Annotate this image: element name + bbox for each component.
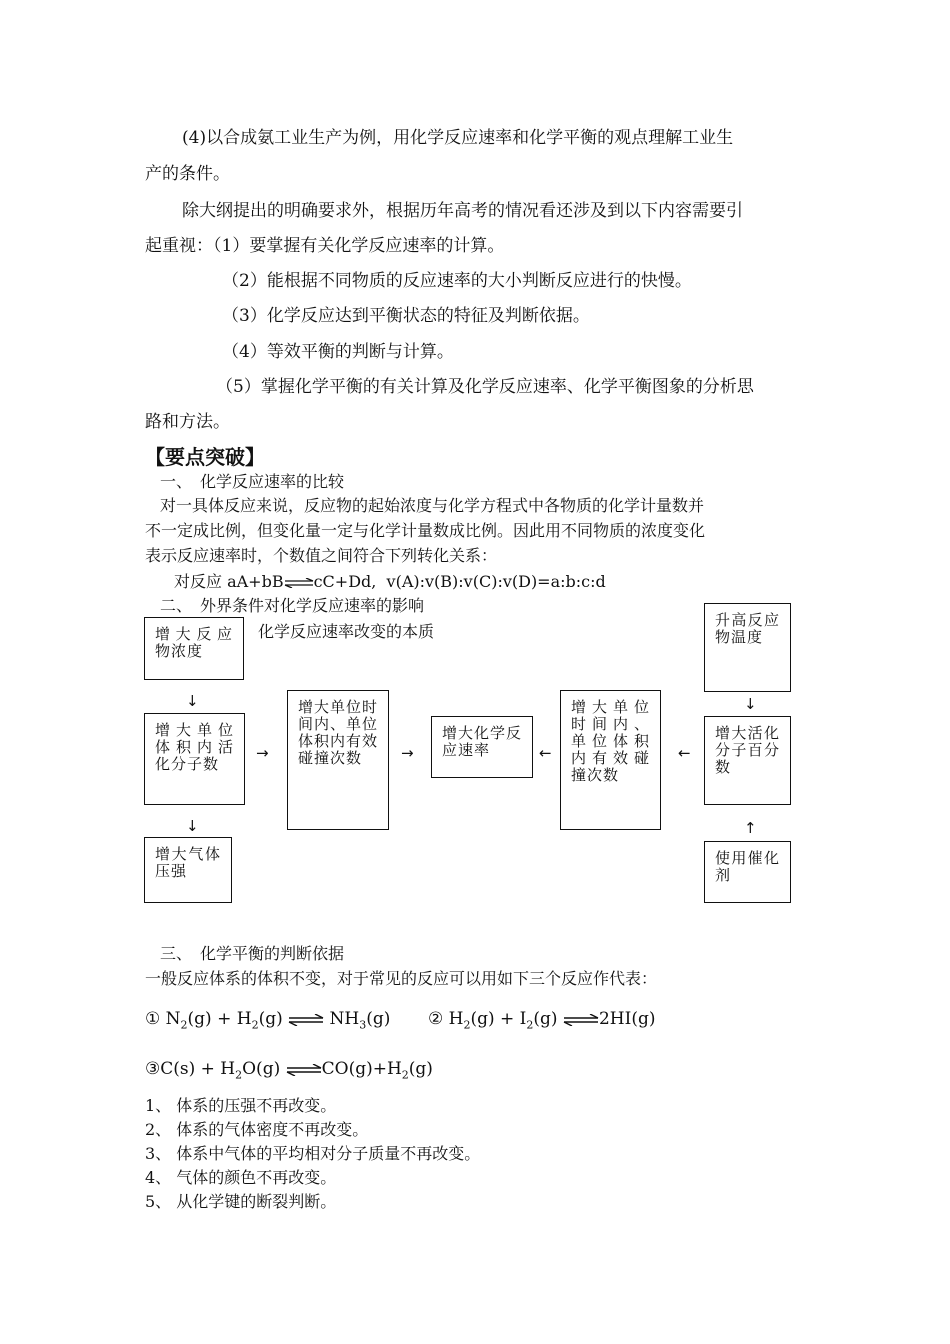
eq3-part: C(s) + H bbox=[160, 1059, 236, 1079]
s3-intro: 一般反应体系的体积不变，对于常见的反应可以用如下三个反应作代表： bbox=[145, 969, 658, 988]
box-activated-molecules-per-volume-text: 增大单位体积内活化分子数 bbox=[155, 721, 234, 773]
eq1-part: NH bbox=[329, 1009, 360, 1029]
criterion-item: 5、 从化学键的断裂判断。 bbox=[145, 1192, 337, 1211]
eq1-part: (g) bbox=[366, 1009, 391, 1029]
eq2-sub: 2 bbox=[526, 1018, 534, 1032]
intro-line-5: （2）能根据不同物质的反应速率的大小判断反应进行的快慢。 bbox=[222, 271, 692, 291]
equation-2 bbox=[428, 1008, 655, 1036]
equilibrium-arrow-icon bbox=[286, 1064, 322, 1076]
s2-caption: 化学反应速率改变的本质 bbox=[258, 622, 435, 641]
eq1-part: (g) bbox=[258, 1009, 283, 1029]
box-activated-molecules-per-volume bbox=[144, 713, 245, 805]
criterion-item: 2、 体系的气体密度不再改变。 bbox=[145, 1120, 369, 1139]
eq3-part: CO(g)+H bbox=[321, 1059, 402, 1079]
eq2-part: 2HI(g) bbox=[598, 1009, 656, 1029]
intro-line-2: 产的条件。 bbox=[145, 164, 230, 184]
eq3-part: (g) bbox=[408, 1059, 433, 1079]
arrow-left-icon: ← bbox=[539, 744, 552, 762]
eq3-sub: 2 bbox=[401, 1068, 409, 1082]
box-increase-pressure bbox=[144, 837, 232, 903]
eq3-sub: 2 bbox=[235, 1068, 243, 1082]
box-use-catalyst-text: 使用催化剂 bbox=[715, 849, 780, 884]
section-heading: 【要点突破】 bbox=[145, 445, 265, 469]
intro-line-1: (4)以合成氨工业生产为例，用化学反应速率和化学平衡的观点理解工业生 bbox=[182, 128, 734, 148]
box-activated-molecule-percentage bbox=[704, 716, 791, 805]
intro-line-7: （4）等效平衡的判断与计算。 bbox=[222, 342, 454, 362]
box-increase-concentration-text: 增大反应物浓度 bbox=[155, 625, 233, 660]
box-increase-reaction-rate bbox=[431, 716, 533, 778]
arrow-left-icon: ← bbox=[678, 744, 691, 762]
intro-line-3: 除大纲提出的明确要求外，根据历年高考的情况看还涉及到以下内容需要引 bbox=[182, 201, 743, 221]
equilibrium-arrow-icon bbox=[288, 1014, 324, 1026]
intro-line-6: （3）化学反应达到平衡状态的特征及判断依据。 bbox=[222, 306, 590, 326]
s1-para-3: 表示反应速率时，个数值之间符合下列转化关系： bbox=[145, 546, 498, 565]
s2-title: 二、 外界条件对化学反应速率的影响 bbox=[160, 596, 425, 615]
intro-line-4 bbox=[145, 235, 504, 257]
intro-line-8: （5）掌握化学平衡的有关计算及化学反应速率、化学平衡图象的分析思 bbox=[216, 377, 754, 397]
box-increase-concentration bbox=[144, 617, 244, 680]
arrow-right-icon: → bbox=[401, 744, 414, 762]
eq1-sub: 2 bbox=[251, 1018, 259, 1032]
s1-relation-b: cC+Dd, bbox=[313, 572, 377, 591]
equation-3 bbox=[145, 1058, 433, 1086]
box-effective-collisions-left-text: 增大单位时间内、单位体积内有效碰撞次数 bbox=[298, 698, 379, 767]
box-raise-temperature-text: 升高反应物温度 bbox=[715, 611, 780, 646]
equation-1 bbox=[145, 1008, 390, 1036]
eq2-part: (g) bbox=[533, 1009, 558, 1029]
intro-line-4a: 起重视： bbox=[145, 236, 213, 256]
criterion-item: 1、 体系的压强不再改变。 bbox=[145, 1096, 337, 1115]
criterion-item: 4、 气体的颜色不再改变。 bbox=[145, 1168, 337, 1187]
equilibrium-arrow-icon bbox=[563, 1014, 599, 1026]
intro-line-9: 路和方法。 bbox=[145, 412, 230, 432]
s1-title: 一、 化学反应速率的比较 bbox=[160, 472, 345, 491]
arrow-up-icon: ↑ bbox=[744, 819, 757, 837]
equilibrium-arrow-icon bbox=[284, 578, 314, 588]
box-effective-collisions-right-text: 增大单位时间内、单位体积内有效碰撞次数 bbox=[571, 698, 650, 784]
s1-para-2: 不一定成比例，但变化量一定与化学计量数成比例。因此用不同物质的浓度变化 bbox=[145, 521, 706, 540]
box-effective-collisions-left bbox=[287, 690, 389, 830]
intro-line-4b: （1）要掌握有关化学反应速率的计算。 bbox=[213, 236, 505, 256]
criterion-item: 3、 体系中气体的平均相对分子质量不再改变。 bbox=[145, 1144, 481, 1163]
s1-relation-a: 对反应 aA+bB bbox=[174, 572, 284, 591]
s1-relation-c: v(A):v(B):v(C):v(D)=a:b:c:d bbox=[386, 572, 606, 591]
arrow-down-icon: ↓ bbox=[186, 817, 199, 835]
arrow-down-icon: ↓ bbox=[744, 695, 757, 713]
s1-para-1: 对一具体反应来说，反应物的起始浓度与化学方程式中各物质的化学计量数并 bbox=[160, 496, 705, 515]
equation-1-number: ① bbox=[145, 1009, 161, 1029]
arrow-down-icon: ↓ bbox=[186, 692, 199, 710]
box-increase-reaction-rate-text: 增大化学反应速率 bbox=[442, 724, 523, 759]
box-activated-molecule-percentage-text: 增大活化分子百分数 bbox=[715, 724, 780, 776]
box-use-catalyst bbox=[704, 841, 791, 903]
eq2-part: H bbox=[448, 1009, 464, 1029]
s1-relation bbox=[174, 572, 606, 592]
eq2-part: (g) + I bbox=[470, 1009, 527, 1029]
eq1-part: (g) + H bbox=[187, 1009, 252, 1029]
eq1-sub: 3 bbox=[359, 1018, 367, 1032]
s3-title: 三、 化学平衡的判断依据 bbox=[160, 944, 345, 963]
eq1-part: N bbox=[165, 1009, 181, 1029]
equation-2-number: ② bbox=[428, 1009, 444, 1029]
eq2-sub: 2 bbox=[463, 1018, 471, 1032]
box-raise-temperature bbox=[704, 603, 791, 692]
box-effective-collisions-right bbox=[560, 690, 661, 830]
eq1-sub: 2 bbox=[180, 1018, 188, 1032]
equation-3-number: ③ bbox=[145, 1059, 161, 1079]
eq3-part: O(g) bbox=[242, 1059, 281, 1079]
arrow-right-icon: → bbox=[256, 744, 269, 762]
box-increase-pressure-text: 增大气体压强 bbox=[155, 845, 221, 880]
